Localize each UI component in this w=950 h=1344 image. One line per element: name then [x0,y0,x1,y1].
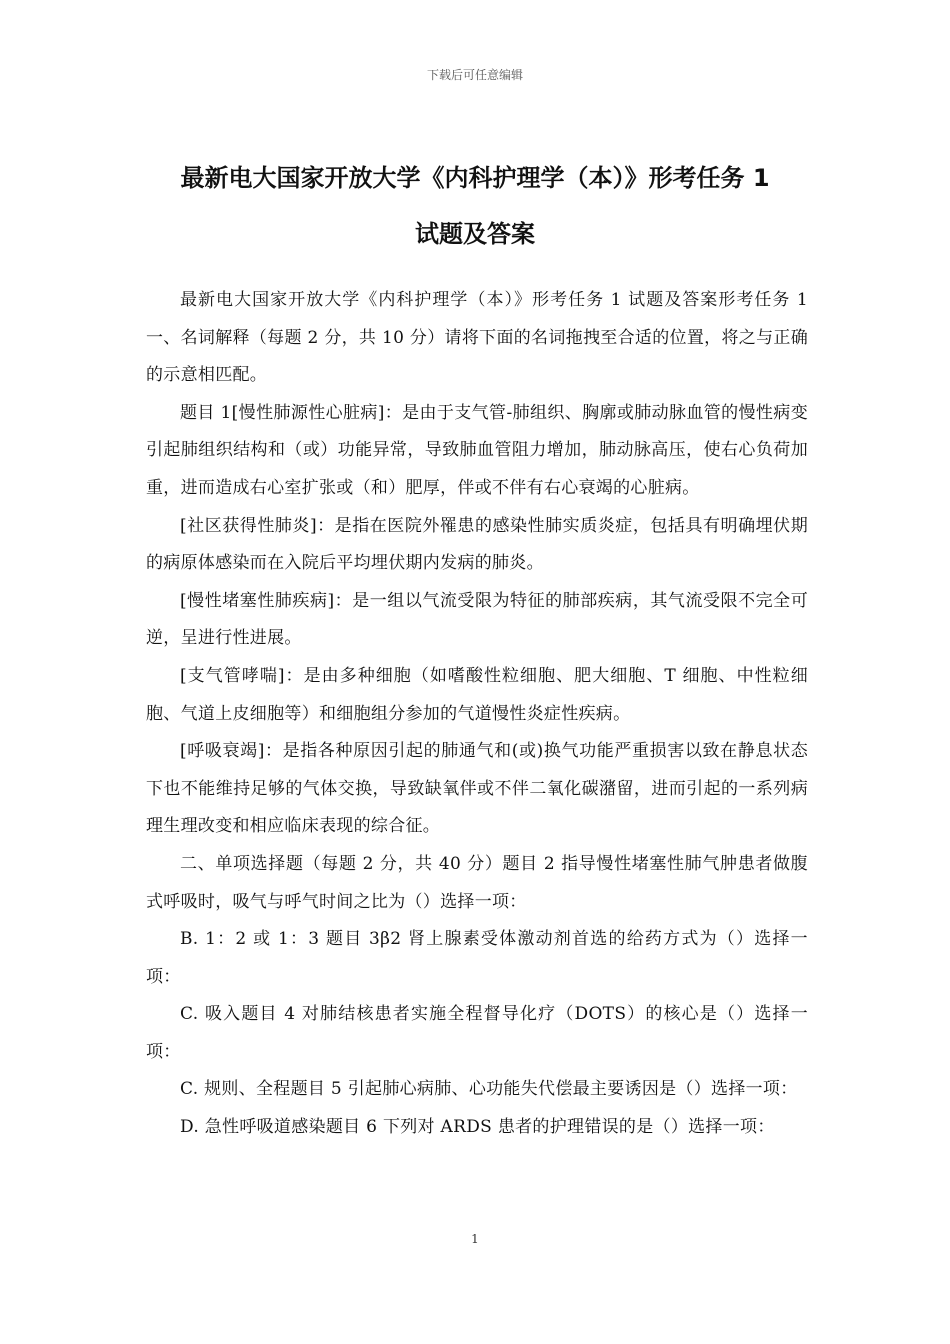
paragraph-term-cap: [社区获得性肺炎]：是指在医院外罹患的感染性肺实质炎症，包括具有明确埋伏期的病原体感染而在入院后平均埋伏期内发病的肺炎。 [146,515,808,574]
page-number: 1 [471,1232,479,1246]
paragraph-term-asthma: [支气管哮喘]：是由多种细胞（如嗜酸性粒细胞、肥大细胞、T 细胞、中性粒细胞、气道上皮细胞等）和细胞组分参加的气道慢性炎症性疾病。 [146,665,808,724]
title-line-1: 最新电大国家开放大学《内科护理学（本）》形考任务 1 [180,164,770,192]
page-header: 下载后可任意编辑 [426,68,523,82]
paragraph-term-respiratory-failure: [呼吸衰竭]：是指各种原因引起的肺通气和(或)换气功能严重损害以致在静息状态下也不能维持足够的气体交换，导致缺氧伴或不伴二氧化碳潴留，进而引起的一系列病理生理改变和相应临床表现的综合征。 [146,741,808,837]
paragraph-answer-2: B. 1：2 或 1：3 题目 3β2 肾上腺素受体激动剂首选的给药方式为（）选择一项： [146,929,808,987]
paragraph-answer-4: C. 规则、全程题目 5 引起肺心病肺、心功能失代偿最主要诱因是（）选择一项： [180,1079,798,1100]
title-line-2: 试题及答案 [415,220,535,248]
paragraph-question-1: 题目 1[慢性肺源性心脏病]：是由于支气管-肺组织、胸廓或肺动脉血管的慢性病变引起肺组织结构和（或）功能异常，导致肺血管阻力增加，肺动脉高压，使右心负荷加重，进而造成右心室扩张或（和）肥厚，伴或不伴有右心衰竭的心脏病。 [146,402,808,498]
document-title [100,150,850,262]
document-body [146,282,808,1147]
paragraph-section-2: 二、单项选择题（每题 2 分，共 40 分）题目 2 指导慢性堵塞性肺气肿患者做腹式呼吸时，吸气与呼气时间之比为（）选择一项： [146,853,808,912]
paragraph-answer-3: C. 吸入题目 4 对肺结核患者实施全程督导化疗（DOTS）的核心是（）选择一项： [146,1004,808,1062]
paragraph-answer-5: D. 急性呼吸道感染题目 6 下列对 ARDS 患者的护理错误的是（）选择一项： [180,1117,775,1138]
paragraph-term-copd: [慢性堵塞性肺疾病]：是一组以气流受限为特征的肺部疾病，其气流受限不完全可逆，呈进行性进展。 [146,590,808,649]
paragraph-intro: 最新电大国家开放大学《内科护理学（本）》形考任务 1 试题及答案形考任务 1 一、名词解释（每题 2 分，共 10 分）请将下面的名词拖拽至合适的位置，将之与正确的示意相匹配。 [146,290,808,386]
